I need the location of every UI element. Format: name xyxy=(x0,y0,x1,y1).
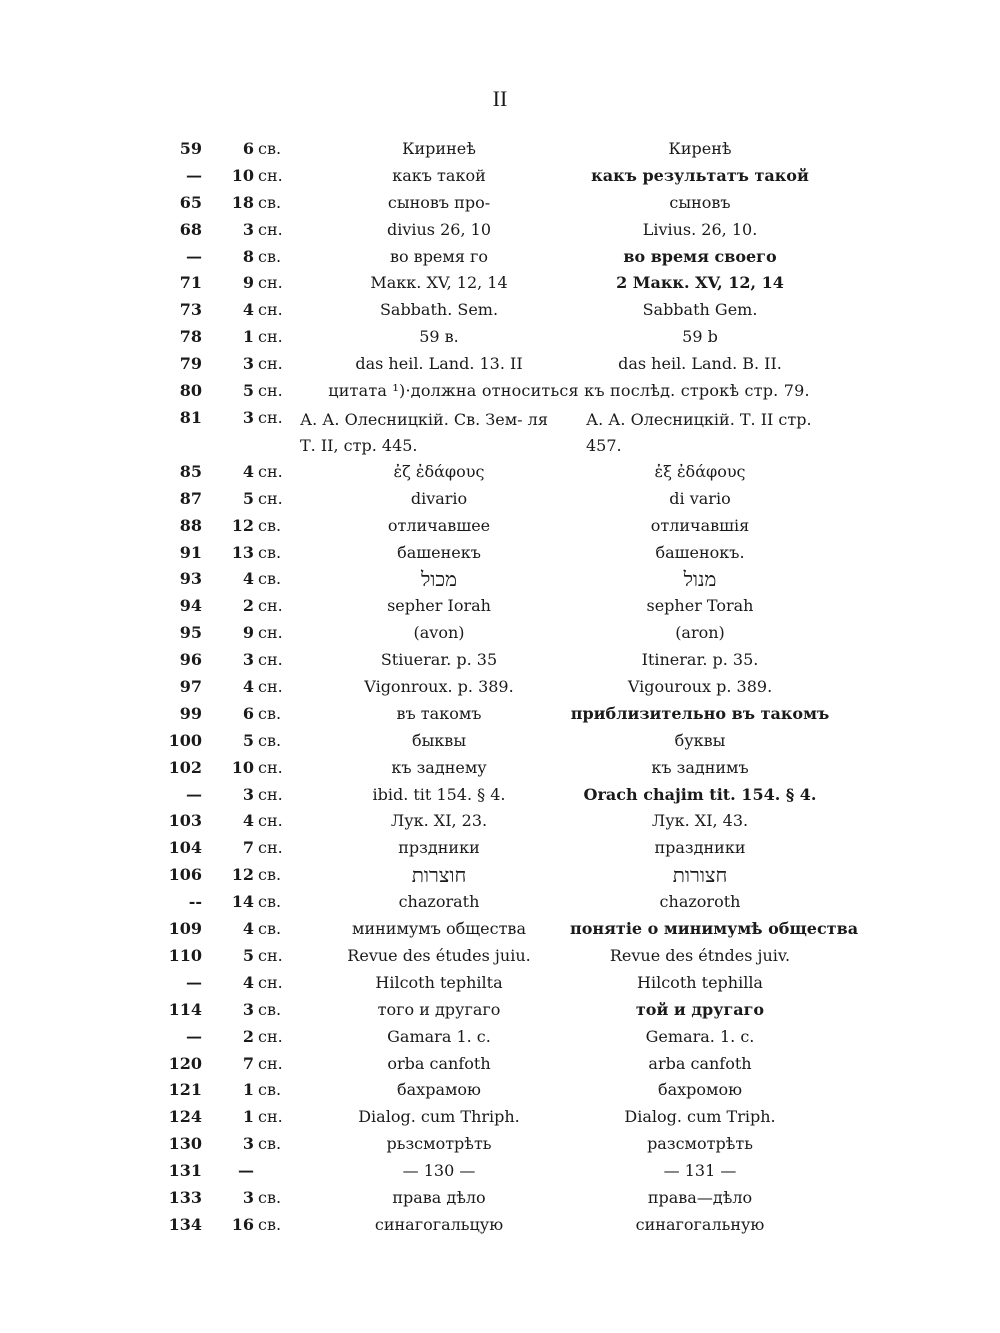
corrected-text: Vigouroux p. 389. xyxy=(627,677,773,697)
direction-ref: св. xyxy=(258,999,282,1019)
errata-row xyxy=(150,1187,830,1214)
errata-row xyxy=(150,945,830,972)
errata-row xyxy=(150,891,830,918)
printed-text: синагогальцую xyxy=(374,1214,504,1234)
direction-ref: сн. xyxy=(258,1107,283,1127)
page-ref: -- xyxy=(188,892,202,912)
errata-row xyxy=(150,568,830,595)
direction-ref: св. xyxy=(258,703,282,723)
page-ref: 96 xyxy=(179,650,202,670)
line-ref: 4 xyxy=(242,972,254,992)
printed-text: Stiuerar. p. 35 xyxy=(380,650,498,670)
errata-row xyxy=(150,488,830,515)
errata-row xyxy=(150,219,830,246)
errata-row xyxy=(150,864,830,891)
direction-ref: сн. xyxy=(258,165,283,185)
line-ref: 3 xyxy=(242,407,254,427)
printed-text: бахрамою xyxy=(397,1080,481,1100)
line-ref: 4 xyxy=(242,569,254,589)
direction-ref: св. xyxy=(258,515,282,535)
line-ref: 10 xyxy=(231,165,254,185)
corrected-text: ἐξ ἐδάφους xyxy=(654,461,746,481)
line-ref: 4 xyxy=(242,811,254,831)
printed-text: Лук. XI, 23. xyxy=(390,811,488,831)
page-ref: 110 xyxy=(168,945,202,965)
corrected-text: Sabbath Gem. xyxy=(642,300,758,320)
printed-text: Hilcoth tephilta xyxy=(375,972,503,992)
line-ref: 6 xyxy=(242,703,254,723)
direction-ref: сн. xyxy=(258,757,283,777)
direction-ref: сн. xyxy=(258,381,283,401)
line-ref: 5 xyxy=(242,488,254,508)
corrected-text: башенокъ. xyxy=(655,542,745,562)
line-ref: 12 xyxy=(231,865,254,885)
corrected-text: das heil. Land. B. II. xyxy=(618,354,782,374)
line-ref: 3 xyxy=(242,650,254,670)
errata-row xyxy=(150,1026,830,1053)
page-ref: 87 xyxy=(179,488,202,508)
printed-text: Revue des études juiu. xyxy=(347,945,531,965)
errata-row xyxy=(150,461,830,488)
page-ref: 93 xyxy=(179,569,202,589)
direction-ref: сн. xyxy=(258,354,283,374)
page-ref: 95 xyxy=(179,623,202,643)
errata-note: цитата ¹)·должна относиться къ послѣд. строкѣ стр. 79. xyxy=(328,381,810,401)
errata-row xyxy=(150,972,830,999)
line-ref: 12 xyxy=(231,515,254,535)
direction-ref: сн. xyxy=(258,596,283,616)
errata-row xyxy=(150,515,830,542)
direction-ref: св. xyxy=(258,1080,282,1100)
page-ref: — xyxy=(186,1026,202,1046)
errata-row xyxy=(150,1079,830,1106)
page-ref: — xyxy=(186,784,202,804)
corrected-text: 59 b xyxy=(682,327,718,347)
printed-text: минимумъ общества xyxy=(352,919,526,939)
line-ref: 4 xyxy=(242,461,254,481)
line-ref: 1 xyxy=(242,1080,254,1100)
errata-row xyxy=(150,999,830,1026)
corrected-text: во время своего xyxy=(623,246,777,266)
page-ref: — xyxy=(186,165,202,185)
page-ref: 120 xyxy=(168,1053,202,1073)
errata-row xyxy=(150,1053,830,1080)
printed-text: Киринеѣ xyxy=(402,139,476,158)
errata-row xyxy=(150,380,830,407)
page-ref: 97 xyxy=(179,677,202,697)
direction-ref: сн. xyxy=(258,407,283,427)
errata-row xyxy=(150,299,830,326)
corrected-text: Лук. XI, 43. xyxy=(651,811,749,831)
errata-row xyxy=(150,246,830,273)
printed-text: быквы xyxy=(411,730,467,750)
corrected-text: Revue des étndes juiv. xyxy=(609,945,791,965)
direction-ref: сн. xyxy=(258,784,283,804)
direction-ref: св. xyxy=(258,730,282,750)
printed-text: חוצרות xyxy=(411,863,467,888)
direction-ref: сн. xyxy=(258,623,283,643)
line-ref: 14 xyxy=(231,892,254,912)
line-ref: 3 xyxy=(242,1187,254,1207)
printed-text: מכול xyxy=(420,567,458,592)
direction-ref: сн. xyxy=(258,650,283,670)
printed-text: права дѣло xyxy=(392,1187,486,1207)
errata-row xyxy=(150,1133,830,1160)
printed-text: orba canfoth xyxy=(387,1053,491,1073)
line-ref: 3 xyxy=(242,219,254,239)
page-ref: — xyxy=(186,246,202,266)
direction-ref: св. xyxy=(258,1214,282,1234)
corrected-text: синагогальную xyxy=(635,1214,765,1234)
printed-text: Sabbath. Sem. xyxy=(379,300,499,320)
errata-row xyxy=(150,730,830,757)
errata-row xyxy=(150,1160,830,1187)
line-ref: 3 xyxy=(242,999,254,1019)
page-ref: 109 xyxy=(168,919,202,939)
corrected-text: Itinerar. p. 35. xyxy=(641,650,759,670)
errata-row xyxy=(150,1106,830,1133)
printed-text: какъ такой xyxy=(392,165,486,185)
page-ref: 59 xyxy=(179,139,202,158)
page-ref: 79 xyxy=(179,354,202,374)
printed-text: sepher Iorah xyxy=(387,596,491,616)
direction-ref: сн. xyxy=(258,677,283,697)
errata-table xyxy=(150,138,859,1241)
errata-row xyxy=(150,649,830,676)
corrected-text: отличавшія xyxy=(650,515,750,535)
direction-ref: св. xyxy=(258,1134,282,1154)
corrected-text: права—дѣло xyxy=(647,1187,753,1207)
errata-row xyxy=(150,192,830,219)
page-ref: 68 xyxy=(179,219,202,239)
page-ref: 65 xyxy=(179,192,202,212)
errata-row xyxy=(150,918,859,945)
page-ref: 71 xyxy=(179,273,202,293)
corrected-text: сыновъ xyxy=(669,192,731,212)
direction-ref: сн. xyxy=(258,811,283,831)
line-ref: 1 xyxy=(242,327,254,347)
page-ref: 103 xyxy=(168,811,202,831)
printed-text: прздники xyxy=(398,838,480,858)
printed-text: башенекъ xyxy=(397,542,481,562)
corrected-text: Gemara. 1. c. xyxy=(645,1026,755,1046)
corrected-text: chazoroth xyxy=(659,892,741,912)
line-ref: 1 xyxy=(242,1107,254,1127)
direction-ref: сн. xyxy=(258,1053,283,1073)
direction-ref: св. xyxy=(258,192,282,212)
direction-ref: сн. xyxy=(258,1026,283,1046)
printed-text: того и другаго xyxy=(377,999,501,1019)
printed-text: рьзсмотрѣть xyxy=(386,1134,492,1154)
line-ref: 2 xyxy=(242,1026,254,1046)
line-ref: 8 xyxy=(242,246,254,266)
printed-text: Dialog. cum Thriph. xyxy=(358,1107,520,1127)
direction-ref: сн. xyxy=(258,273,283,293)
line-ref: 7 xyxy=(242,838,254,858)
printed-text: отличавшее xyxy=(387,515,491,535)
errata-row xyxy=(150,165,830,192)
printed-text: А. А. Олесницкій. Св. Зем- ля Т. II, стр. 445. xyxy=(300,409,548,455)
page-ref: 114 xyxy=(168,999,202,1019)
page-ref: 131 xyxy=(168,1161,202,1181)
printed-text: въ такомъ xyxy=(396,703,482,723)
page-ref: 102 xyxy=(168,757,202,777)
direction-ref: сн. xyxy=(258,945,283,965)
direction-ref: св. xyxy=(258,1187,282,1207)
line-ref: 10 xyxy=(231,757,254,777)
errata-row xyxy=(150,595,830,622)
corrected-text: приблизительно въ такомъ xyxy=(570,703,830,723)
printed-text: ibid. tit 154. § 4. xyxy=(372,784,506,804)
corrected-text: праздники xyxy=(654,838,746,858)
direction-ref: св. xyxy=(258,569,282,589)
printed-text: сыновъ про- xyxy=(387,192,491,212)
direction-ref: сн. xyxy=(258,838,283,858)
errata-row xyxy=(150,757,830,784)
errata-row xyxy=(150,353,830,380)
page-ref: 106 xyxy=(168,865,202,885)
page-ref: 85 xyxy=(179,461,202,481)
line-ref: 18 xyxy=(231,192,254,212)
printed-text: divius 26, 10 xyxy=(386,219,491,239)
line-ref: 9 xyxy=(242,623,254,643)
corrected-text: Dialog. cum Triph. xyxy=(624,1107,776,1127)
line-ref: 3 xyxy=(242,1134,254,1154)
page-ref: 91 xyxy=(179,542,202,562)
page-ref: 130 xyxy=(168,1134,202,1154)
page-ref: 81 xyxy=(179,407,202,427)
direction-ref: св. xyxy=(258,865,282,885)
direction-ref: сн. xyxy=(258,461,283,481)
page-ref: 121 xyxy=(168,1080,202,1100)
page-number: II xyxy=(492,86,508,111)
page-ref: 94 xyxy=(179,596,202,616)
page-ref: 104 xyxy=(168,838,202,858)
line-ref: 5 xyxy=(242,945,254,965)
direction-ref: св. xyxy=(258,919,282,939)
printed-text: Gamara 1. c. xyxy=(387,1026,491,1046)
line-ref: 4 xyxy=(242,919,254,939)
errata-row xyxy=(150,676,830,703)
direction-ref: сн. xyxy=(258,488,283,508)
errata-row xyxy=(150,1214,830,1241)
errata-row xyxy=(150,272,830,299)
page-ref: 80 xyxy=(179,381,202,401)
corrected-text: Livius. 26, 10. xyxy=(642,219,758,239)
line-ref: 5 xyxy=(242,730,254,750)
corrected-text: Киренѣ xyxy=(668,139,732,158)
page-ref: 88 xyxy=(179,515,202,535)
printed-text: ἐζ ἐδάφους xyxy=(393,461,485,481)
direction-ref: св. xyxy=(258,246,282,266)
page-ref: 134 xyxy=(168,1214,202,1234)
errata-row xyxy=(150,407,830,461)
line-ref: 5 xyxy=(242,381,254,401)
page-ref: — xyxy=(186,972,202,992)
line-ref: 9 xyxy=(242,273,254,293)
errata-row xyxy=(150,622,830,649)
corrected-text: А. А. Олесницкій. Т. II стр. 457. xyxy=(586,409,812,455)
corrected-text: разсмотрѣть xyxy=(647,1134,753,1154)
printed-text: во время го xyxy=(389,246,489,266)
corrected-text: arba canfoth xyxy=(648,1053,752,1073)
page-ref: 100 xyxy=(168,730,202,750)
printed-text: Vigonroux. p. 389. xyxy=(364,677,514,697)
line-ref: — xyxy=(238,1161,254,1181)
errata-row xyxy=(150,810,830,837)
corrected-text: (aron) xyxy=(675,623,725,643)
corrected-text: къ заднимъ xyxy=(651,757,749,777)
corrected-text: той и другаго xyxy=(635,999,765,1019)
line-ref: 13 xyxy=(231,542,254,562)
errata-row xyxy=(150,837,830,864)
corrected-text: Orach chajim tit. 154. § 4. xyxy=(583,784,817,804)
errata-row xyxy=(150,326,830,353)
printed-text: das heil. Land. 13. II xyxy=(355,354,523,374)
page-ref: 99 xyxy=(179,703,202,723)
line-ref: 7 xyxy=(242,1053,254,1073)
errata-row xyxy=(150,784,830,811)
errata-row xyxy=(150,542,830,569)
direction-ref: сн. xyxy=(258,327,283,347)
page-ref: 78 xyxy=(179,327,202,347)
line-ref: 3 xyxy=(242,354,254,374)
direction-ref: сн. xyxy=(258,972,283,992)
printed-text: 59 в. xyxy=(419,327,459,347)
corrected-text: di vario xyxy=(669,488,731,508)
corrected-text: бахромою xyxy=(657,1080,743,1100)
printed-text: къ заднему xyxy=(391,757,487,777)
direction-ref: сн. xyxy=(258,219,283,239)
printed-text: (avon) xyxy=(413,623,465,643)
printed-text: chazorath xyxy=(398,892,480,912)
line-ref: 6 xyxy=(242,139,254,158)
direction-ref: сн. xyxy=(258,300,283,320)
corrected-text: буквы xyxy=(674,730,726,750)
corrected-text: 2 Макк. XV, 12, 14 xyxy=(616,273,784,293)
errata-row xyxy=(150,703,830,730)
line-ref: 4 xyxy=(242,677,254,697)
direction-ref: св. xyxy=(258,542,282,562)
corrected-text: — 131 — xyxy=(663,1161,737,1181)
direction-ref: св. xyxy=(258,892,282,912)
printed-text: divario xyxy=(410,488,468,508)
line-ref: 3 xyxy=(242,784,254,804)
page-ref: 73 xyxy=(179,300,202,320)
page-ref: 133 xyxy=(168,1187,202,1207)
corrected-text: какъ результатъ такой xyxy=(591,165,809,185)
page-ref: 124 xyxy=(168,1107,202,1127)
corrected-text: Hilcoth tephilla xyxy=(637,972,763,992)
line-ref: 2 xyxy=(242,596,254,616)
line-ref: 4 xyxy=(242,300,254,320)
corrected-text: חצורות xyxy=(672,863,728,888)
printed-text: — 130 — xyxy=(402,1161,476,1181)
printed-text: Макк. XV, 12, 14 xyxy=(370,273,508,293)
errata-row xyxy=(150,138,830,165)
corrected-text: sepher Torah xyxy=(646,596,754,616)
corrected-text: понятіе о минимумѣ общества xyxy=(570,919,859,939)
line-ref: 16 xyxy=(231,1214,254,1234)
direction-ref: св. xyxy=(258,139,282,158)
corrected-text: מנול xyxy=(683,567,717,592)
